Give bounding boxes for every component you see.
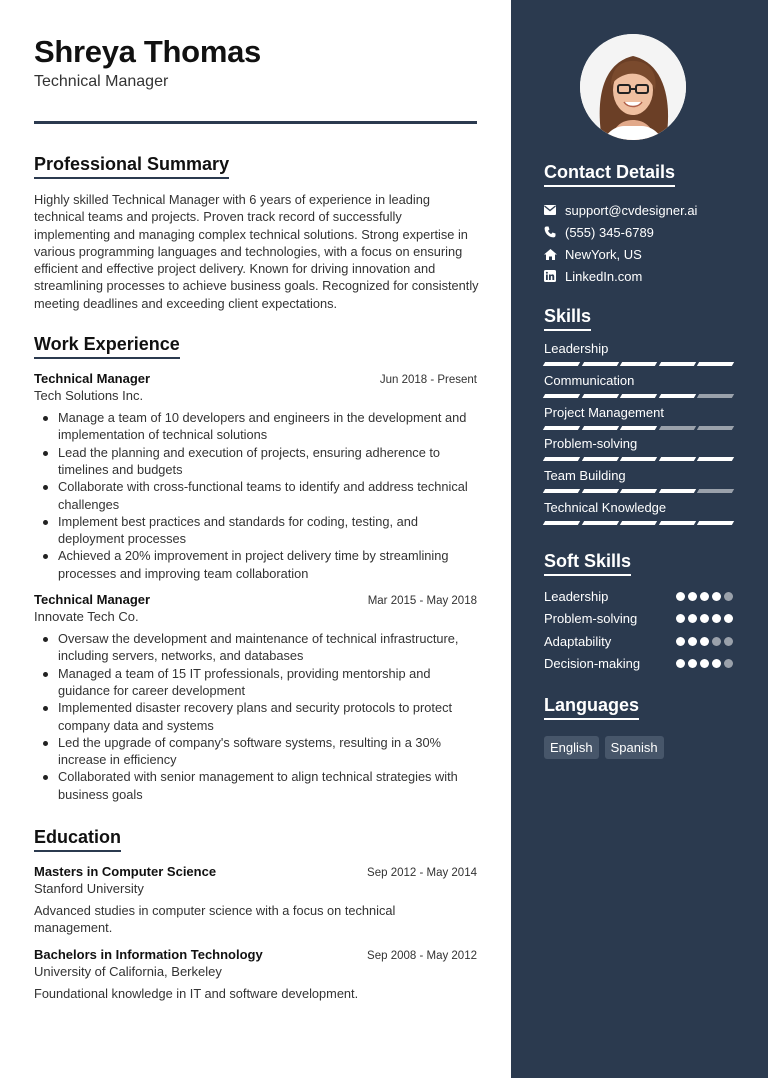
skill-name: Project Management <box>544 404 664 420</box>
candidate-name: Shreya Thomas <box>34 34 261 69</box>
soft-skill-rating <box>676 659 733 668</box>
skill-item <box>544 434 733 466</box>
soft-skill-name: Problem-solving <box>544 611 638 627</box>
contact-location <box>544 243 697 265</box>
education-entry <box>34 947 477 1002</box>
skill-level-segment <box>543 457 580 461</box>
soft-skill-item <box>544 630 733 653</box>
contact-linkedin[interactable] <box>544 265 697 287</box>
envelope-icon <box>544 205 565 215</box>
job-company: Innovate Tech Co. <box>34 609 139 625</box>
skill-level-segment <box>697 457 734 461</box>
soft-skill-item <box>544 608 733 631</box>
rating-dot <box>688 614 697 623</box>
location-text: NewYork, US <box>565 246 642 262</box>
language-tag: English <box>544 736 599 759</box>
contact-title: Contact Details <box>544 162 675 187</box>
soft-skill-name: Adaptability <box>544 633 612 649</box>
skill-level-bar <box>544 457 733 461</box>
skill-name: Problem-solving <box>544 436 638 452</box>
job-date: Jun 2018 - Present <box>379 374 477 387</box>
job-bullet: Led the upgrade of company's software systems, resulting in a 30% increase in efficiency <box>34 734 477 769</box>
degree-date: Sep 2008 - May 2012 <box>367 949 477 962</box>
languages-list <box>544 736 664 759</box>
summary-text: Highly skilled Technical Manager with 6 years of experience in leading technical teams and projects. Proven track record of successfully implementing and managing complex technical solutions. Strong expertise in various programming languages and technologies, with a focus on ensuring efficient and effective project delivery. Known for driving innovation and streamlining processes to achieve business goals. Recognized for consistently meeting deadlines and exceeding client expectations. <box>34 192 479 311</box>
skill-name: Team Building <box>544 468 626 484</box>
skill-level-segment <box>697 394 734 398</box>
skill-level-segment <box>543 362 580 366</box>
candidate-role: Technical Manager <box>34 73 169 90</box>
skill-name: Leadership <box>544 341 609 356</box>
school-name: Stanford University <box>34 881 144 897</box>
skill-item <box>544 498 733 530</box>
skill-level-segment <box>697 362 734 366</box>
job-bullet: Collaborate with cross-functional teams to identify and address technical challenges <box>34 478 477 513</box>
skill-name: Technical Knowledge <box>544 499 667 515</box>
experience-title: Work Experience <box>34 334 180 359</box>
skill-level-segment <box>620 362 657 366</box>
contact-phone[interactable] <box>544 221 697 243</box>
skills-list <box>544 339 733 530</box>
skill-level-segment <box>620 521 657 525</box>
job-bullet: Implemented disaster recovery plans and security protocols to protect company data and systems <box>34 699 477 734</box>
skill-level-segment <box>543 394 580 398</box>
skill-level-segment <box>543 489 580 493</box>
job-entry <box>34 592 477 803</box>
rating-dot <box>724 592 733 601</box>
skill-level-segment <box>581 489 618 493</box>
skill-item <box>544 339 733 371</box>
skills-section <box>544 306 733 530</box>
soft-skill-item <box>544 585 733 608</box>
skill-level-segment <box>581 362 618 366</box>
rating-dot <box>712 659 721 668</box>
skill-level-segment <box>697 521 734 525</box>
rating-dot <box>676 614 685 623</box>
rating-dot <box>676 637 685 646</box>
job-entry <box>34 371 477 582</box>
avatar <box>580 34 686 140</box>
soft-skill-item <box>544 653 733 676</box>
email-text: support@cvdesigner.ai <box>565 202 698 218</box>
degree-title: Masters in Computer Science <box>34 864 217 880</box>
skill-level-segment <box>581 426 618 430</box>
soft-skill-rating <box>676 637 733 646</box>
degree-date: Sep 2012 - May 2014 <box>367 867 477 880</box>
rating-dot <box>724 614 733 623</box>
skill-level-bar <box>544 426 733 430</box>
language-tag: Spanish <box>605 736 664 759</box>
education-entry <box>34 864 477 937</box>
rating-dot <box>700 592 709 601</box>
skill-item <box>544 371 733 403</box>
contact-email[interactable] <box>544 199 697 221</box>
skill-level-bar <box>544 394 733 398</box>
skill-level-segment <box>620 426 657 430</box>
skill-name: Communication <box>544 372 635 388</box>
skill-level-segment <box>659 457 696 461</box>
education-title: Education <box>34 827 121 852</box>
job-company: Tech Solutions Inc. <box>34 388 144 404</box>
languages-section <box>544 695 664 759</box>
rating-dot <box>700 614 709 623</box>
contact-section <box>544 162 697 287</box>
job-date: Mar 2015 - May 2018 <box>367 595 477 608</box>
skill-level-segment <box>581 394 618 398</box>
skill-level-segment <box>659 426 696 430</box>
skill-level-segment <box>659 394 696 398</box>
job-bullet: Managed a team of 15 IT professionals, providing mentorship and guidance for career development <box>34 665 477 700</box>
skill-item <box>544 403 733 435</box>
skill-level-segment <box>581 521 618 525</box>
soft-skill-rating <box>676 592 733 601</box>
job-bullet: Collaborated with senior management to align technical strategies with business goals <box>34 768 477 803</box>
rating-dot <box>700 659 709 668</box>
skill-level-segment <box>543 521 580 525</box>
degree-title: Bachelors in Information Technology <box>34 946 263 962</box>
job-bullet: Implement best practices and standards for coding, testing, and deployment processes <box>34 513 477 548</box>
education-section <box>34 827 477 1002</box>
soft-skill-rating <box>676 614 733 623</box>
skill-level-segment <box>697 489 734 493</box>
skill-level-segment <box>659 362 696 366</box>
job-bullet: Oversaw the development and maintenance of technical infrastructure, including servers, networks, and databases <box>34 630 477 665</box>
job-title: Technical Manager <box>34 592 151 608</box>
rating-dot <box>712 614 721 623</box>
linkedin-text: LinkedIn.com <box>565 268 643 284</box>
skill-level-segment <box>620 394 657 398</box>
rating-dot <box>676 592 685 601</box>
skill-level-bar <box>544 489 733 493</box>
job-bullet: Achieved a 20% improvement in project delivery time by streamlining processes and improving team collaboration <box>34 547 477 582</box>
summary-section <box>34 154 477 312</box>
sidebar <box>511 0 768 1078</box>
skill-level-segment <box>543 426 580 430</box>
soft-skills-list <box>544 585 733 675</box>
experience-section <box>34 334 477 803</box>
degree-description: Advanced studies in computer science with a focus on technical management. <box>34 903 396 936</box>
rating-dot <box>712 637 721 646</box>
skill-item <box>544 466 733 498</box>
skill-level-segment <box>620 489 657 493</box>
skill-level-segment <box>581 457 618 461</box>
skill-level-segment <box>659 521 696 525</box>
job-bullets <box>34 630 477 803</box>
rating-dot <box>700 637 709 646</box>
header-divider <box>34 121 477 124</box>
job-title: Technical Manager <box>34 371 151 387</box>
soft-skill-name: Decision-making <box>544 656 641 672</box>
home-icon <box>544 249 565 260</box>
soft-skills-section <box>544 551 733 675</box>
soft-skills-title: Soft Skills <box>544 551 631 576</box>
rating-dot <box>688 592 697 601</box>
job-bullet: Lead the planning and execution of projects, ensuring adherence to timelines and budgets <box>34 444 477 479</box>
linkedin-icon <box>544 270 565 282</box>
soft-skill-name: Leadership <box>544 588 609 604</box>
school-name: University of California, Berkeley <box>34 963 222 979</box>
summary-title: Professional Summary <box>34 154 229 179</box>
skill-level-segment <box>659 489 696 493</box>
rating-dot <box>712 592 721 601</box>
rating-dot <box>724 659 733 668</box>
skills-title: Skills <box>544 306 591 331</box>
rating-dot <box>688 659 697 668</box>
skill-level-segment <box>697 426 734 430</box>
rating-dot <box>676 659 685 668</box>
job-bullet: Manage a team of 10 developers and engineers in the development and implementation of technical solutions <box>34 409 477 444</box>
rating-dot <box>724 637 733 646</box>
rating-dot <box>688 637 697 646</box>
portrait-image <box>580 34 686 140</box>
skill-level-bar <box>544 521 733 525</box>
job-bullets <box>34 409 477 582</box>
phone-icon <box>544 226 565 238</box>
languages-title: Languages <box>544 695 639 720</box>
degree-description: Foundational knowledge in IT and software development. <box>34 985 359 1001</box>
phone-text: (555) 345-6789 <box>565 224 654 240</box>
skill-level-segment <box>620 457 657 461</box>
skill-level-bar <box>544 362 733 366</box>
